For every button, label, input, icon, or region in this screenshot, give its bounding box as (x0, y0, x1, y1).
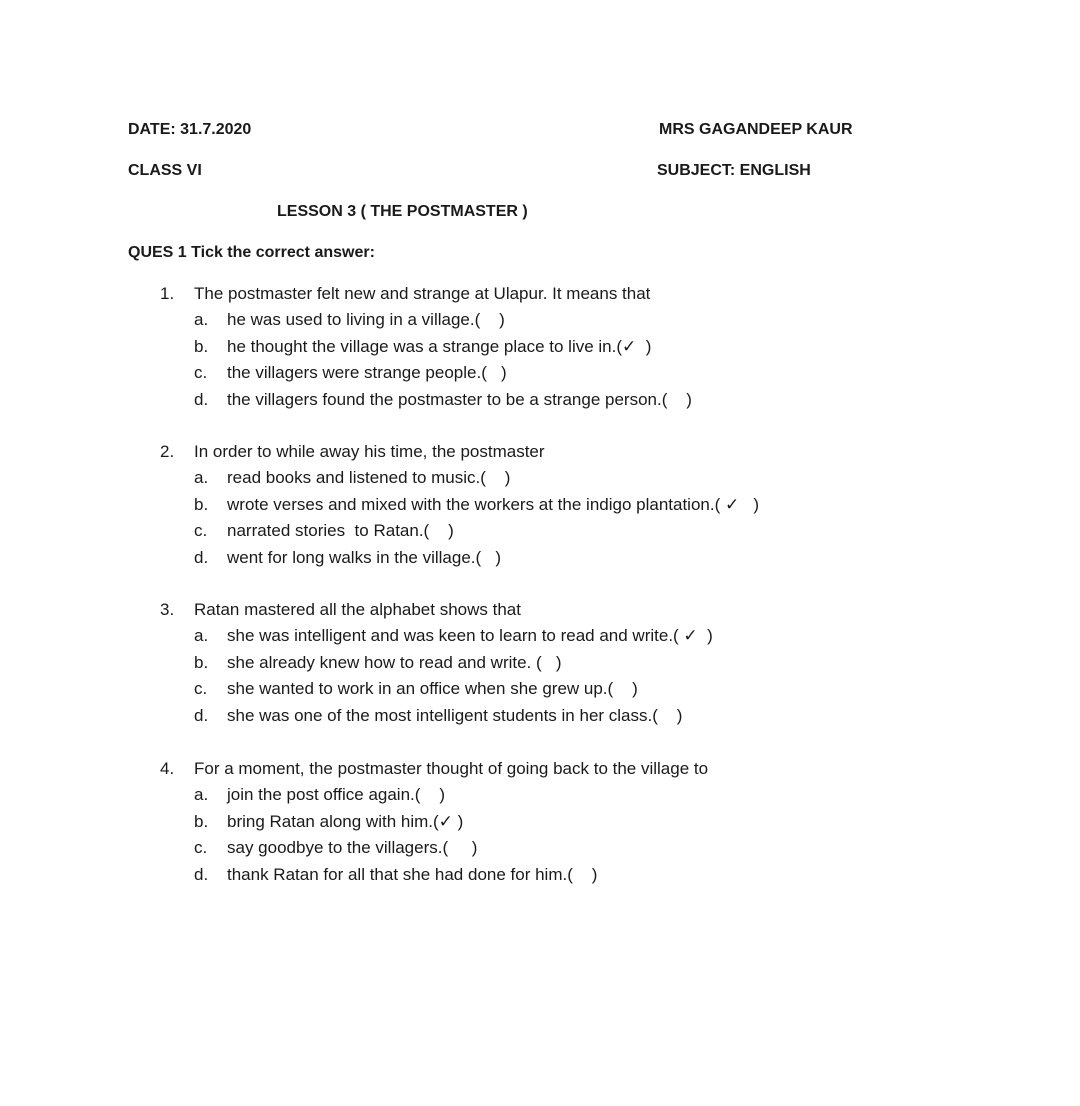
option-text: narrated stories to Ratan.( ) (227, 521, 454, 540)
lesson-title: LESSON 3 ( THE POSTMASTER ) (277, 203, 528, 220)
option-c[interactable] (160, 360, 1040, 387)
option-letter: a. (194, 626, 209, 645)
header-date: DATE: 31.7.2020 (128, 121, 252, 138)
question-text: Ratan mastered all the alphabet shows that (194, 600, 521, 619)
option-d[interactable] (160, 862, 1040, 889)
option-text: read books and listened to music.( ) (227, 468, 511, 487)
option-text: she already knew how to read and write. ( ) (227, 652, 562, 672)
question-number: 2. (160, 442, 175, 461)
option-d[interactable] (160, 545, 1040, 572)
option-letter: c. (194, 363, 208, 382)
option-letter: d. (194, 705, 209, 725)
option-text: thank Ratan for all that she had done for him.( ) (227, 864, 598, 884)
option-text: join the post office again.( ) (227, 785, 445, 804)
question-number: 1. (160, 284, 175, 303)
option-text: the villagers were strange people.( ) (227, 363, 507, 382)
question-2 (160, 439, 1040, 571)
header-subject: SUBJECT: ENGLISH (657, 162, 811, 179)
option-letter: c. (194, 521, 208, 540)
option-a[interactable] (160, 623, 1040, 650)
question-1 (160, 281, 1040, 413)
option-a[interactable] (160, 307, 1040, 334)
option-letter: a. (194, 310, 209, 329)
question-stem (160, 756, 1040, 782)
option-text: she was intelligent and was keen to learn to read and write.( ✓ ) (227, 626, 713, 645)
question-heading: QUES 1 Tick the correct answer: (128, 244, 375, 261)
question-number: 3. (160, 600, 175, 619)
option-b[interactable] (160, 492, 1040, 519)
option-letter: b. (194, 652, 209, 672)
option-letter: a. (194, 468, 209, 487)
option-text: wrote verses and mixed with the workers at the indigo plantation.( ✓ ) (227, 494, 760, 514)
option-letter: c. (194, 679, 208, 698)
option-letter: b. (194, 336, 209, 356)
question-text: In order to while away his time, the postmaster (194, 442, 545, 461)
question-4 (160, 756, 1040, 888)
option-text: he thought the village was a strange place to live in.(✓ ) (227, 336, 652, 356)
option-letter: a. (194, 785, 209, 804)
option-letter: d. (194, 389, 209, 409)
header-teacher: MRS GAGANDEEP KAUR (659, 121, 853, 138)
option-text: the villagers found the postmaster to be a strange person.( ) (227, 389, 692, 409)
option-d[interactable] (160, 387, 1040, 414)
option-text: went for long walks in the village.( ) (227, 547, 502, 567)
option-b[interactable] (160, 650, 1040, 677)
option-text: bring Ratan along with him.(✓ ) (227, 811, 464, 831)
option-c[interactable] (160, 835, 1040, 862)
option-letter: d. (194, 547, 209, 567)
option-letter: c. (194, 838, 208, 857)
option-letter: b. (194, 811, 209, 831)
question-stem (160, 439, 1040, 465)
question-text: For a moment, the postmaster thought of going back to the village to (194, 759, 709, 778)
option-b[interactable] (160, 809, 1040, 836)
question-stem (160, 281, 1040, 307)
option-text: she was one of the most intelligent students in her class.( ) (227, 705, 683, 725)
question-stem (160, 597, 1040, 623)
option-c[interactable] (160, 518, 1040, 545)
question-text: The postmaster felt new and strange at Ulapur. It means that (194, 284, 651, 303)
header-class: CLASS VI (128, 162, 202, 179)
question-number: 4. (160, 759, 175, 778)
option-a[interactable] (160, 782, 1040, 809)
option-letter: b. (194, 494, 209, 514)
option-a[interactable] (160, 465, 1040, 492)
option-letter: d. (194, 864, 209, 884)
option-c[interactable] (160, 676, 1040, 703)
option-text: say goodbye to the villagers.( ) (227, 838, 478, 857)
option-text: she wanted to work in an office when she grew up.( ) (227, 679, 638, 698)
option-text: he was used to living in a village.( ) (227, 310, 505, 329)
question-3 (160, 597, 1040, 729)
option-d[interactable] (160, 703, 1040, 730)
option-b[interactable] (160, 334, 1040, 361)
